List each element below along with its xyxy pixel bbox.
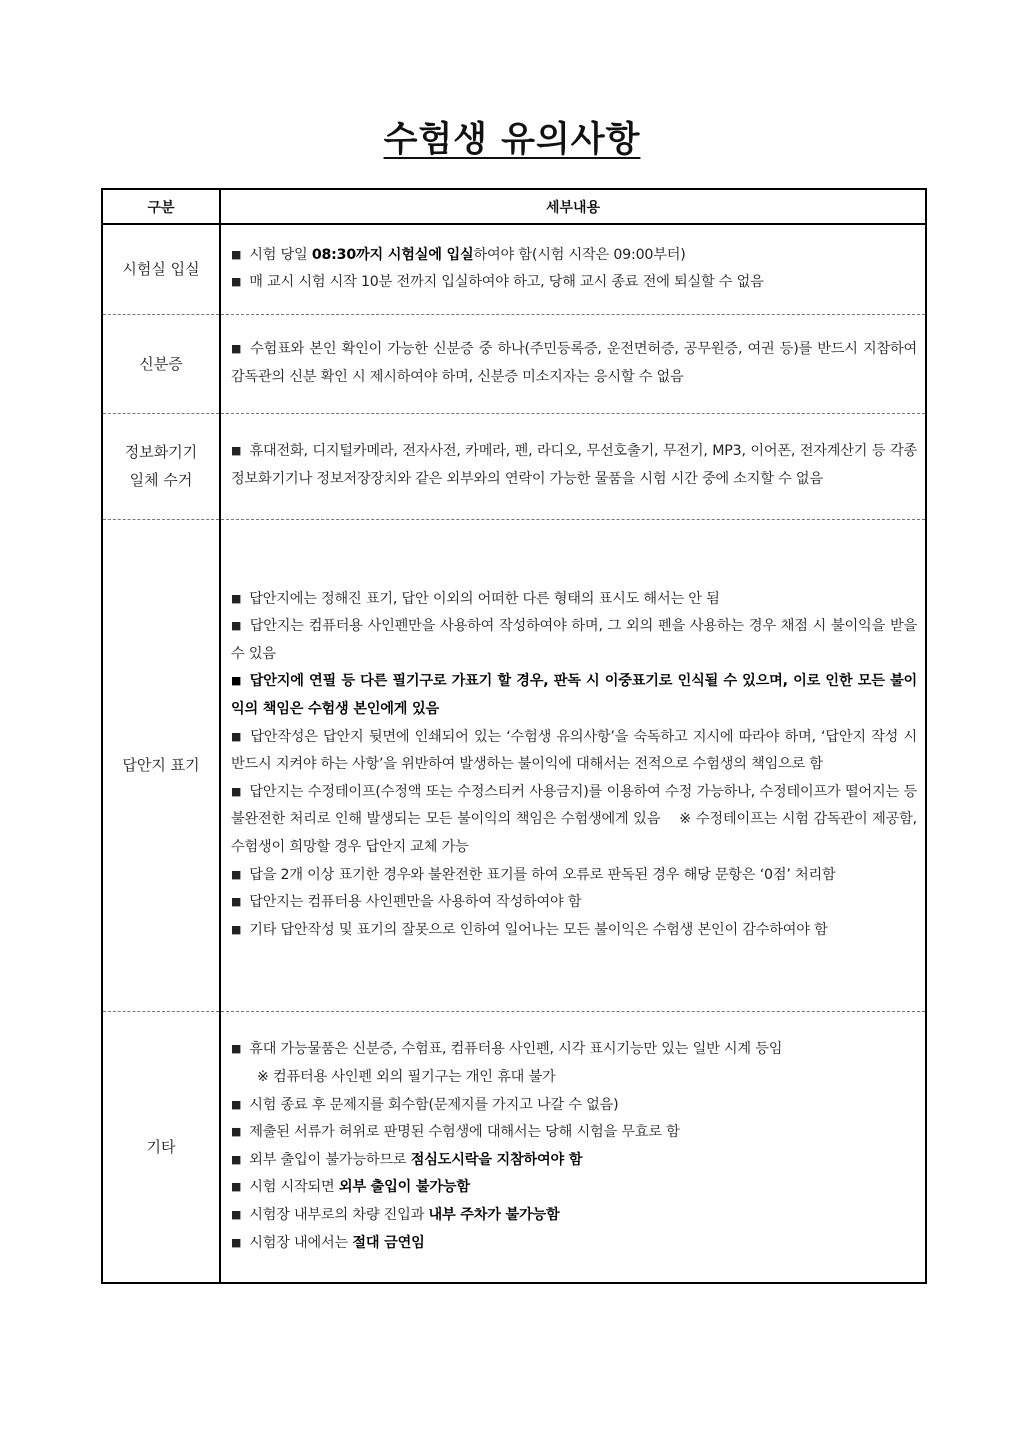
list-item: ■ 시험장 내에서는 절대 금연임: [231, 1234, 425, 1251]
detail-answer: [220, 519, 926, 1011]
list-item: ■ 시험 당일 08:30까지 시험실에 입실하여야 함(시험 시작은 09:00부터): [231, 246, 686, 263]
list-item: ■ 기타 답안작성 및 표기의 잘못으로 인하여 일어나는 모든 불이익은 수험생 본인이 감수하여야 함: [231, 921, 828, 938]
list-item: ■ 수험표와 본인 확인이 가능한 신분증 중 하나(주민등록증, 운전면허증, 공무원증, 여권 등)를 반드시 지참하여 감독관의 신분 확인 시 제시하여야 하며, 신분증 미소지자는 응시할 수 없음: [231, 340, 917, 385]
list-item: ■ 시험 시작되면 외부 출입이 불가능함: [231, 1179, 470, 1196]
header-category: 구분: [102, 189, 220, 224]
bullet-icon: ■: [231, 1152, 242, 1166]
page-title: 수험생 유의사항: [383, 120, 641, 160]
bullet-icon: ■: [231, 1097, 242, 1111]
bullet-icon: ■: [231, 784, 242, 798]
detail-other: [220, 1011, 926, 1283]
bullet-icon: ■: [231, 619, 242, 633]
bullet-icon: ■: [231, 444, 242, 458]
bullet-icon: ■: [231, 922, 242, 936]
detail-id: [220, 314, 926, 413]
list-item: ■ 답안지는 컴퓨터용 사인펜만을 사용하여 작성하여야 함: [231, 894, 582, 911]
bullet-icon: ■: [231, 867, 242, 881]
list-item: ■ 답안지는 수정테이프(수정액 또는 수정스티커 사용금지)를 이용하여 수정 가능하나, 수정테이프가 떨어지는 등 불완전한 처리로 인해 발생되는 모든 불이익의 책임은 수험생에게 있음 ※ 수정테이프는 시험 감독관이 제공함, 수험생이 희망할 경우 답안지 교체 가능: [231, 783, 917, 855]
list-item: ■ 답안지에는 정해진 표기, 답안 이외의 어떠한 다른 형태의 표시도 해서는 안 됨: [231, 590, 720, 607]
bullet-icon: ■: [231, 1125, 242, 1139]
list-item: ■ 외부 출입이 불가능하므로 점심도시락을 지참하여야 함: [231, 1151, 583, 1168]
category-entry: 시험실 입실: [102, 224, 220, 314]
bullet-icon: ■: [231, 247, 242, 261]
bullet-icon: ■: [231, 1180, 242, 1194]
list-item: ■ 답안지에 연필 등 다른 필기구로 가표기 할 경우, 판독 시 이중표기로 인식될 수 있으며, 이로 인한 모든 불이익의 책임은 수험생 본인에게 있음: [231, 673, 917, 718]
table-header-row: [102, 189, 926, 224]
row-other: [102, 1011, 926, 1283]
category-id: 신분증: [102, 314, 220, 413]
detail-devices: [220, 413, 926, 519]
bullet-icon: ■: [231, 1235, 242, 1249]
category-answer: 답안지 표기: [102, 519, 220, 1011]
list-item: ■ 제출된 서류가 허위로 판명된 수험생에 대해서는 당해 시험을 무효로 함: [231, 1124, 680, 1141]
category-devices-line1: 정보화기기: [124, 443, 198, 461]
category-devices: [102, 413, 220, 519]
list-item: ■ 휴대전화, 디지털카메라, 전자사전, 카메라, 펜, 라디오, 무선호출기, 무전기, MP3, 이어폰, 전자계산기 등 각종 정보화기기나 정보저장장치와 같은 외부와의 연락이 가능한 물품을 시험 시간 중에 소지할 수 없음: [231, 443, 917, 487]
row-entry: [102, 224, 926, 314]
bullet-icon: ■: [231, 275, 242, 289]
list-item: ■ 답안작성은 답안지 뒷면에 인쇄되어 있는 ‘수험생 유의사항’을 숙독하고 지시에 따라야 하며, ‘답안지 작성 시 반드시 지켜야 하는 사항’을 위반하여 발생하는 불이익에 대해서는 전적으로 수험생의 책임으로 함: [231, 728, 917, 773]
bullet-icon: ■: [231, 729, 243, 743]
detail-entry: [220, 224, 926, 314]
bullet-icon: ■: [231, 895, 242, 909]
category-other: 기타: [102, 1011, 220, 1283]
row-id: [102, 314, 926, 413]
bullet-icon: ■: [231, 1042, 242, 1056]
list-item: ■ 휴대 가능물품은 신분증, 수험표, 컴퓨터용 사인펜, 시각 표시기능만 있는 일반 시계 등임 ※ 컴퓨터용 사인펜 외의 필기구는 개인 휴대 불가: [231, 1036, 917, 1091]
header-detail: 세부내용: [220, 189, 926, 224]
row-answer: [102, 519, 926, 1011]
bullet-icon: ■: [231, 674, 242, 688]
category-devices-line2: 일체 수거: [129, 471, 193, 489]
list-item: ■ 답을 2개 이상 표기한 경우와 불완전한 표기를 하여 오류로 판독된 경우 해당 문항은 ‘0점’ 처리함: [231, 866, 836, 883]
list-item: ■ 매 교시 시험 시작 10분 전까지 입실하여야 하고, 당해 교시 종료 전에 퇴실할 수 없음: [231, 274, 764, 291]
note-text: ※ 컴퓨터용 사인펜 외의 필기구는 개인 휴대 불가: [257, 1068, 556, 1085]
bullet-icon: ■: [231, 1207, 242, 1221]
notice-table: [101, 188, 927, 1284]
list-item: ■ 시험장 내부로의 차량 진입과 내부 주차가 불가능함: [231, 1206, 560, 1223]
list-item: ■ 답안지는 컴퓨터용 사인펜만을 사용하여 작성하여야 하며, 그 외의 펜을 사용하는 경우 채점 시 불이익을 받을 수 있음: [231, 618, 917, 662]
list-item: ■ 시험 종료 후 문제지를 회수함(문제지를 가지고 나갈 수 없음): [231, 1096, 619, 1113]
bullet-icon: ■: [231, 591, 242, 605]
bullet-icon: ■: [231, 341, 243, 355]
row-devices: [102, 413, 926, 519]
